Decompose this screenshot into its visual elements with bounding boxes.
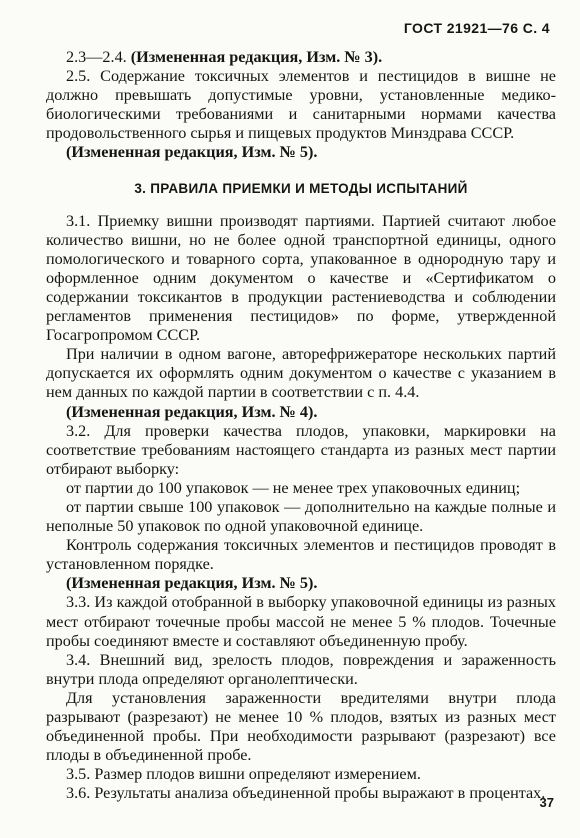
paragraph-3-1-b: При наличии в одном вагоне, авторефрижераторе нескольких партий допускается их оформлять одним документом о качестве с указанием в нем данных по каждой партии в соответствии с п. 4.4. [46,345,556,402]
clause-2-3-number: 2.3—2.4. [66,48,131,66]
paragraph-3-2-a: от партии до 100 упаковок — не менее трех упаковочных единиц; [66,478,521,497]
paragraph-3-4-b: Для установления зараженности вредителями внутри плода разрывают (разрезают) не менее 10 % плодов, взятых из разных мест объединенной пробы. При необходимости разрывают (разрезают) все плоды в объединенной пробе. [46,688,556,765]
paragraph-2-3 [46,48,556,67]
document-body [46,48,556,803]
paragraph-3-2-c: Контроль содержания токсичных элементов и пестицидов проводят в установленном порядке. [46,536,556,574]
revision-note-3: (Измененная редакция, Изм. № 3). [130,48,383,66]
revision-note-5a: (Измененная редакция, Изм. № 5). [66,143,318,162]
paragraph-3-2-b: от партии свыше 100 упаковок — дополнительно на каждые полные и неполные 50 упаковок по одной упаковочной единице. [46,497,556,536]
paragraph-3-2: 3.2. Для проверки качества плодов, упаковки, маркировки на соответствие требованиям настоящего стандарта из разных мест партии отбирают выборку: [46,421,556,478]
page-header: ГОСТ 21921—76 С. 4 [403,20,550,36]
section-title: 3. ПРАВИЛА ПРИЕМКИ И МЕТОДЫ ИСПЫТАНИЙ [134,180,468,196]
revision-note-5b: (Измененная редакция, Изм. № 5). [66,574,318,593]
revision-note-4: (Измененная редакция, Изм. № 4). [66,402,318,421]
page-number: 37 [539,795,554,810]
paragraph-3-5: 3.5. Размер плодов вишни определяют измерением. [66,765,421,784]
paragraph-2-5: 2.5. Содержание токсичных элементов и пестицидов в вишне не должно превышать допустимые уровни, установленные медико-биологическими требованиями и санитарными нормами качества продовольственного сырья и пищевых продуктов Минздрава СССР. [46,67,556,143]
paragraph-3-1: 3.1. Приемку вишни производят партиями. Партией считают любое количество вишни, но не более одной транспортной единицы, одного помологического и товарного сорта, упакованное в однородную тару и оформленное одним документом о качестве и «Сертификатом о содержании токсикантов в продукции растениеводства и соблюдении регламентов применения пестицидов» по форме, утвержденной Госагропромом СССР. [46,211,556,345]
paragraph-3-6: 3.6. Результаты анализа объединенной пробы выражают в процентах. [66,784,546,803]
paragraph-3-4: 3.4. Внешний вид, зрелость плодов, повреждения и зараженность внутри плода определяют органолептически. [46,650,556,688]
paragraph-3-3: 3.3. Из каждой отобранной в выборку упаковочной единицы из разных мест отбирают точечные пробы массой не менее 5 % плодов. Точечные пробы соединяют вместе и составляют объединенную пробу. [46,593,556,650]
